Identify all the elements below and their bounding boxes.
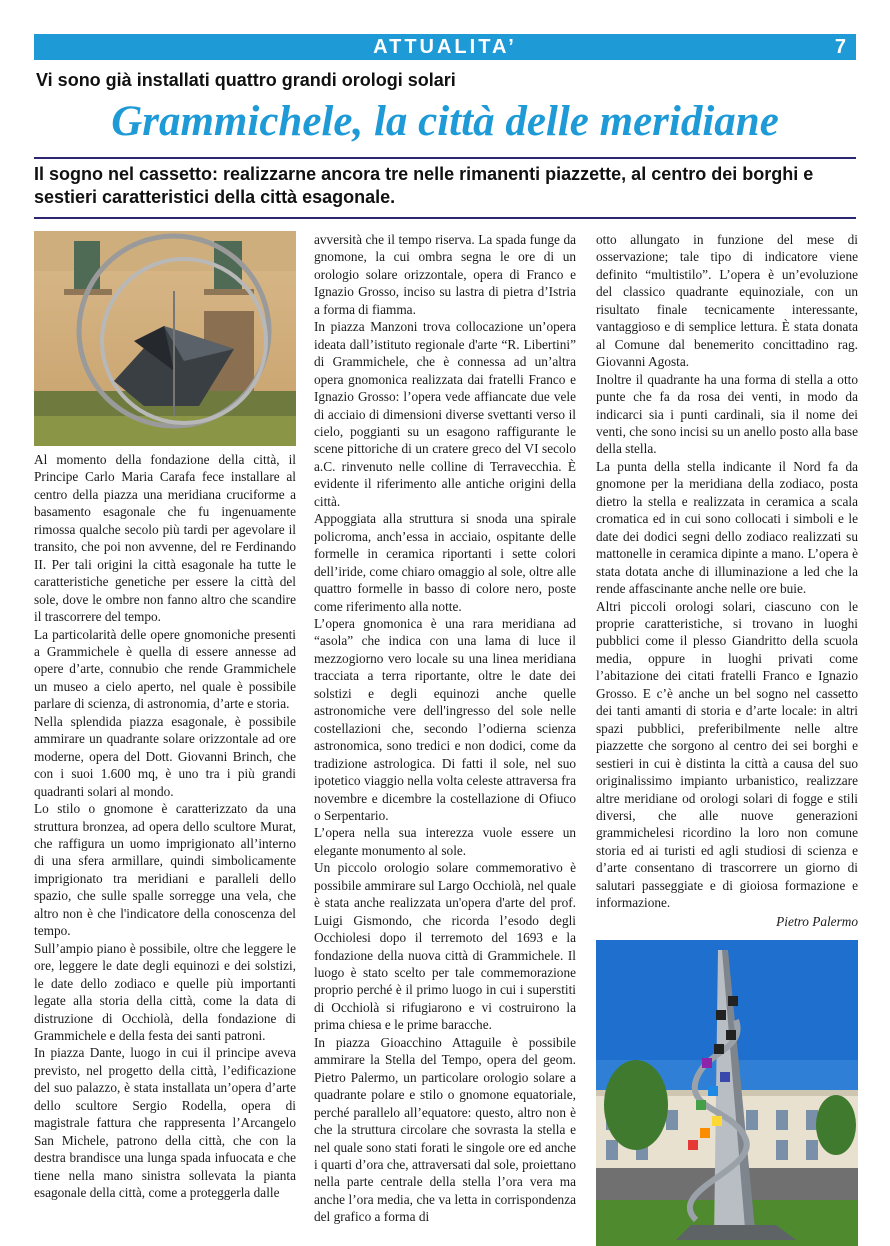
paragraph: Altri piccoli orologi solari, ciascuno con le proprie caratteristiche, si trovano in luoghi pubblici come il plesso Giandritto della scuola media, oppure in luoghi privati come l’abitazione dei citati fratelli Franco e Ignazio Grosso. E c’è anche un bel sogno nel cassetto dei tanti amanti di storia e d’arte locale: in altri spazi pubblici, preferibilmente nelle altre piazzette che sorgono al centro dei sei borghi e sestieri in cui è distinta la città a causa del suo originalissimo impianto urbanistico, realizzare altre meridiane od orologi solari di fogge e stili diversi, che alle nuove generazioni grammichelesi ricordino la loro non comune storia ed ai turisti ed agli studiosi di scienza e d’arte consentano di trascorrere un giorno di salutari passeggiate e di gioiosa formazione e informazione. [596,598,858,911]
page-number: 7 [834,36,846,58]
article-headline: Grammichele, la città delle meridiane [111,98,779,145]
sundial-star-photo [34,231,296,446]
article-column-3 [596,231,858,1246]
divider-bottom [34,217,856,219]
section-title: ATTUALITA’ [373,36,517,58]
article-column-1 [34,231,296,1201]
paragraph: Al momento della fondazione della città, il Principe Carlo Maria Carafa fece installare al centro della piazza una meridiana cruciforme a basamento esagonale che fu ingenuamente rimossa qualche secolo più tardi per agevolare il transito, che poi non avvenne, del re Ferdinando II. Per tali origini la città esagonale ha tutte le caratteristiche genetiche per essere la città del sole, dove le ombre non fanno altro che scandire il trascorrere del tempo. [34,452,296,625]
paragraph: Nella splendida piazza esagonale, è possibile ammirare un quadrante solare orizzontale ad ore moderne, opera del Dott. Giovanni Brinch, che con i suoi 1.600 mq, è uno tra i più grandi quadranti solari al mondo. [34,713,296,799]
article-kicker: Vi sono già installati quattro grandi orologi solari [36,70,456,90]
article-column-2 [314,231,576,1226]
paragraph: In piazza Dante, luogo in cui il principe aveva previsto, nel progetto della città, l’edificazione del suo palazzo, è stata installata un’opera d’arte dello scultore Sergio Rodella, opera di magistrale fattura che rappresenta l’Arcangelo San Michele, patrono della città, che con la destra brandisce una lunga spada infuocata e che tiene nella mano sinistra sollevata la pianta esagonale della città, come a proteggerla dalle [34,1045,296,1201]
paragraph: L’opera nella sua interezza vuole essere un elegante monumento al sole. [314,825,576,858]
paragraph: In piazza Gioacchino Attaguile è possibile ammirare la Stella del Tempo, opera del geom. Pietro Palermo, un particolare orologio solare a quadrante polare e stilo o gnomone equatoriale, perché parallelo all’equatore: questo, altro non è che la struttura circolare che sovrasta la stella e nel quale sono stati forati le singole ore ed anche i quarti d’ora che, attraversati dal sole, proiettano nella parte centrale della stella l’ora vera ma anche l’ora media, che va letta in corrispondenza del grafico a forma di [314,1034,576,1225]
spiral-meridian-photo [596,940,858,1246]
section-header-bar [34,34,856,60]
paragraph: La particolarità delle opere gnomoniche presenti a Grammichele è quella di essere annesse ad opere d’arte, connubio che rende Grammichele un museo a cielo aperto, nel quale è possibile parlare di scienza, di astronomia, d’arte e storia. [34,626,296,712]
paragraph: Lo stilo o gnomone è caratterizzato da una struttura bronzea, ad opera dello scultore Murat, che raffigura un uomo imprigionato all’interno di una sfera armillare, quindi simbolicamente imprigionato tra meridiani e paralleli dello spazio, che sulle spalle sorregge una vela, che altro non è che l'indicatore della conoscenza del tempo. [34,801,296,939]
paragraph: avversità che il tempo riserva. La spada funge da gnomone, la cui ombra segna le ore di un orologio solare orizzontale, opera di Franco e Ignazio Grosso, inciso su lastra di pietra d’Istria a forma di fiamma. [314,232,576,317]
paragraph: Sull’ampio piano è possibile, oltre che leggere le ore, leggere le date degli equinozi e dei solstizi, le date dello zodiaco e quelle più importanti legate alla storia della città, come la data di distruzione di Occhiolà, della fondazione di Grammichele e della festa dei santi patroni. [34,940,296,1043]
article-byline: Pietro Palermo [776,913,858,929]
divider-top [34,157,856,159]
article-subhead: Il sogno nel cassetto: realizzarne ancora tre nelle rimanenti piazzette, al centro dei borghi e sestieri caratteristici della città esagonale. [34,164,814,207]
paragraph: Inoltre il quadrante ha una forma di stella a otto punte che fa da rosa dei venti, in modo da indicarci sia i punti cardinali, sia il nome dei venti, che sono incisi su un anello posto alla base della stella. [596,371,858,457]
paragraph: La punta della stella indicante il Nord fa da gnomone per la meridiana della zodiaco, posta dietro la stella e realizzata in ceramica a scala cromatica ed in cui sono collocati i simboli e le date dei dodici segni dello zodiaco realizzati su mattonelle in ceramica dipinte a mano. L’opera è stata dotata anche di illuminazione a led che la rende affascinante anche nelle ore buie. [596,458,858,597]
paragraph: In piazza Manzoni trova collocazione un’opera ideata dall’istituto regionale d'arte “R. Libertini” di Grammichele, che è connessa ad un’altra opera gnomonica realizzata dai fratelli Franco e Ignazio Grosso: l’opera vede affiancate due vele di acciaio di dimensioni diverse svettanti verso il cielo, poggianti su un esagono raffigurante le scene pittoriche di un cratere greco del VI secolo a.C. rinvenuto nelle colline di Terravecchia. È evidente il riferimento alle antiche origini della città. [314,319,576,509]
paragraph: Un piccolo orologio solare commemorativo è possibile ammirare sul Largo Occhiolà, nel quale è stata anche realizzata un'opera d'arte del prof. Luigi Gismondo, che ricorda l’esodo degli Occhiolesi dopo il terremoto del 1693 e la fondazione della nuova città di Grammichele. Il luogo è stato scelto per tale commemorazione proprio perché è il primo luogo in cui i superstiti di Occhiolà si rifugiarono e vi costruirono la prima chiesa e le prime baracche. [314,860,576,1033]
paragraph: Appoggiata alla struttura si snoda una spirale policroma, anch’essa in acciaio, ospitante delle formelle in ceramica riportanti i sette colori dell’iride, come chiaro omaggio al sole, oltre alle quattro formelle in basso di colore nero, poste come riferimento alla notte. [314,511,576,614]
paragraph: otto allungato in funzione del mese di osservazione; tale tipo di indicatore viene definito “multistilo”. L’opera è un’evoluzione del classico quadrante equinoziale, con un risultato finale tecnicamente interessante, vantaggioso e di semplice lettura. È stata donata al Comune dal benemerito concittadino rag. Giovanni Agosta. [596,232,858,370]
paragraph: L’opera gnomonica è una rara meridiana ad “asola” che indica con una lama di luce il mezzogiorno vero locale su una linea meridiana tracciata a terra riportante, oltre le date dei solstizi e degli equinozi anche quelle astronomiche vere dell'ingresso del sole nelle costellazioni che, secondo l’odierna scienza astronomica, sono tredici e non dodici, come da tradizione astrologica. Di fatti il sole, nel suo ipotetico viaggio nella volta celeste attraversa fra novembre e dicembre la costellazione di Ofiuco o Serpentario. [314,615,576,823]
